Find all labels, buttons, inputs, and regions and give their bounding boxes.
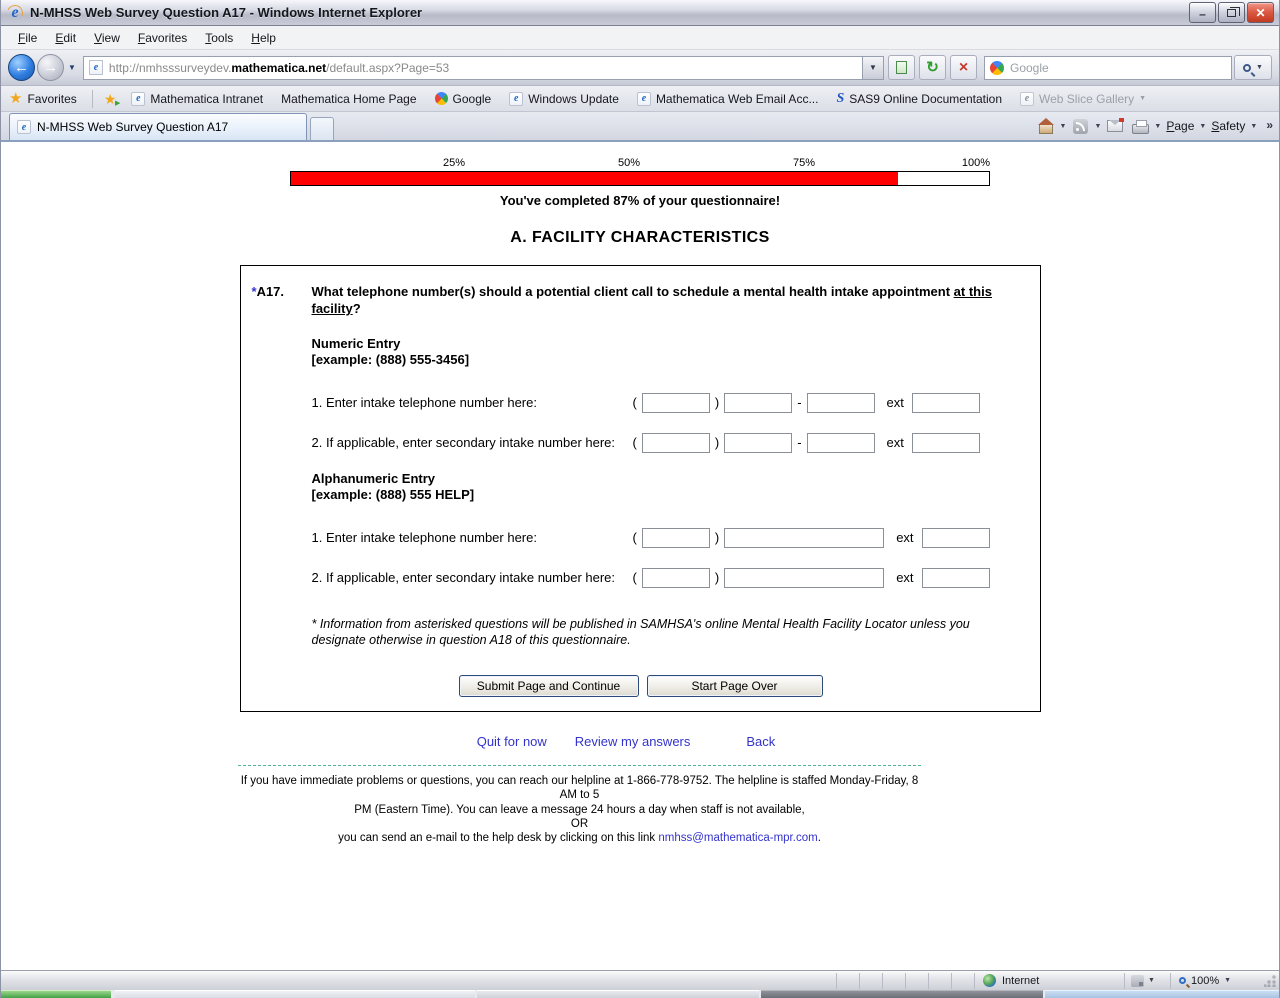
page-content xyxy=(1,142,1279,970)
ext-label: ext xyxy=(896,570,914,586)
protected-mode-panel[interactable] xyxy=(1124,973,1170,989)
refresh-button[interactable] xyxy=(919,55,946,80)
google-logo-icon xyxy=(987,58,1007,78)
minimize-button[interactable] xyxy=(1189,2,1216,23)
restore-button[interactable] xyxy=(1218,2,1245,23)
question-text-main: What telephone number(s) should a potential client call to schedule a mental health intake appointment xyxy=(311,284,954,299)
tab-title: N-MHSS Web Survey Question A17 xyxy=(37,120,229,134)
favorite-google[interactable] xyxy=(435,92,492,106)
menu-help[interactable]: Help xyxy=(251,30,276,45)
sas-favicon-icon xyxy=(836,91,844,107)
close-paren: ) xyxy=(714,570,720,586)
progress-message: You've completed 87% of your questionnaire! xyxy=(499,193,781,208)
menu-favorites[interactable]: Favorites xyxy=(137,30,188,45)
zoom-magnifier-icon xyxy=(1179,977,1186,984)
progress-tick-labels xyxy=(290,157,990,169)
question-row xyxy=(252,284,1030,318)
resize-grip[interactable] xyxy=(1264,975,1276,987)
url-prefix: http://nmhsssurveydev. xyxy=(108,60,232,75)
help-footer xyxy=(238,765,921,846)
help-desk-email-link[interactable]: nmhss@mathematica-mpr.com xyxy=(658,832,818,845)
title-bar xyxy=(1,0,1279,26)
helpline-email-line xyxy=(238,831,921,845)
forward-arrow-icon: → xyxy=(43,59,58,76)
close-paren: ) xyxy=(714,530,720,546)
favorite-mathematica-home-page[interactable] xyxy=(281,92,416,106)
favorite-label: Web Slice Gallery xyxy=(1039,91,1135,106)
open-paren: ( xyxy=(632,395,637,411)
print-dropdown-icon[interactable]: ▼ xyxy=(1154,122,1162,130)
numeric1-extension-input[interactable] xyxy=(912,393,980,413)
ext-label: ext xyxy=(896,530,914,546)
add-favorite-icon[interactable] xyxy=(104,92,117,106)
ie-favicon-icon xyxy=(131,92,145,106)
close-icon: ✕ xyxy=(1255,5,1266,20)
numeric-entry-row-1 xyxy=(312,393,1030,413)
dash: - xyxy=(797,435,802,451)
alpha1-number-input[interactable] xyxy=(724,528,884,548)
security-zone-label: Internet xyxy=(1002,974,1040,987)
open-paren: ( xyxy=(632,530,637,546)
alpha-entry-row-1 xyxy=(312,528,1030,548)
favorite-mathematica-web-email[interactable] xyxy=(637,92,819,106)
history-dropdown-icon[interactable]: ▼ xyxy=(68,63,76,72)
alpha-row2-label: 2. If applicable, enter secondary intake number here: xyxy=(311,570,616,586)
question-box xyxy=(240,265,1041,712)
favorite-label: Windows Update xyxy=(528,91,619,106)
taskbar-button-edge[interactable] xyxy=(115,990,475,998)
safety-dropdown-icon[interactable]: ▼ xyxy=(1250,122,1258,130)
alpha-row1-label: 1. Enter intake telephone number here: xyxy=(311,530,537,546)
taskbar-button-edge[interactable] xyxy=(1045,990,1279,998)
numeric2-area-code-input[interactable] xyxy=(642,433,710,453)
toolbar-overflow-button[interactable]: » xyxy=(1266,118,1273,132)
helpline-or: OR xyxy=(570,817,589,830)
search-dropdown-icon[interactable]: ▼ xyxy=(1256,64,1263,71)
favorite-label: Mathematica Home Page xyxy=(281,91,417,106)
alpha2-number-input[interactable] xyxy=(724,568,884,588)
mail-icon xyxy=(1107,120,1123,132)
numeric1-line-input[interactable] xyxy=(807,393,875,413)
tab-favicon-icon xyxy=(17,120,31,134)
favorites-star-icon xyxy=(9,91,22,106)
numeric2-line-input[interactable] xyxy=(807,433,875,453)
favorite-sas9-online-documentation[interactable] xyxy=(836,91,1002,107)
question-text xyxy=(312,284,1012,318)
back-arrow-icon: ← xyxy=(14,59,29,76)
close-paren: ) xyxy=(714,395,720,411)
url-domain: mathematica.net xyxy=(231,60,327,75)
address-dropdown-button[interactable]: ▼ xyxy=(862,57,883,79)
favorite-label: Google xyxy=(452,91,492,106)
home-icon xyxy=(1039,124,1053,134)
navigation-bar xyxy=(1,50,1279,86)
ie-favicon-gray-icon xyxy=(1020,92,1034,106)
review-my-answers-link[interactable]: Review my answers xyxy=(574,733,691,749)
numeric1-prefix-input[interactable] xyxy=(724,393,792,413)
print-button[interactable] xyxy=(1129,116,1151,136)
taskbar-button-active-edge[interactable] xyxy=(761,990,1043,998)
compatibility-view-icon xyxy=(896,61,907,74)
submit-page-button[interactable]: Submit Page and Continue xyxy=(459,675,639,697)
status-cell xyxy=(928,973,951,989)
required-asterisk: * xyxy=(251,284,257,299)
form-buttons xyxy=(252,675,1030,697)
address-bar[interactable] xyxy=(83,56,884,80)
search-input[interactable] xyxy=(1010,61,1231,75)
close-button[interactable] xyxy=(1247,2,1274,23)
forward-button[interactable] xyxy=(37,54,64,81)
helpline-text-line2: PM (Eastern Time). You can leave a message 24 hours a day when staff is not available, xyxy=(354,803,805,816)
progress-tick-75: 75% xyxy=(792,157,815,169)
home-dropdown-icon[interactable]: ▼ xyxy=(1059,122,1067,130)
chevron-down-icon[interactable]: ▼ xyxy=(1139,95,1147,102)
new-tab-button[interactable] xyxy=(310,117,334,140)
protected-mode-dropdown-icon[interactable]: ▼ xyxy=(1148,977,1155,984)
ext-label: ext xyxy=(886,435,904,451)
progress-tick-100: 100% xyxy=(961,157,990,169)
favorite-web-slice-gallery[interactable] xyxy=(1020,92,1146,106)
favorite-mathematica-intranet[interactable] xyxy=(131,92,263,106)
numeric-row2-label: 2. If applicable, enter secondary intake number here: xyxy=(311,435,616,451)
progress-fill xyxy=(291,172,898,185)
page-menu-button[interactable]: Page xyxy=(1166,119,1195,133)
menu-tools[interactable]: Tools xyxy=(205,30,234,45)
favorites-button[interactable] xyxy=(9,91,87,106)
menu-view[interactable]: View xyxy=(94,30,120,45)
favorite-label: Mathematica Intranet xyxy=(150,91,264,106)
ext-label: ext xyxy=(886,395,904,411)
security-zone-panel xyxy=(974,973,1124,989)
search-box[interactable] xyxy=(984,56,1232,80)
compatibility-view-button[interactable] xyxy=(888,55,915,80)
dash: - xyxy=(797,395,802,411)
tab-nmhss-survey[interactable] xyxy=(9,113,307,140)
email-line-period: . xyxy=(817,832,821,845)
open-paren: ( xyxy=(632,435,637,451)
favorites-bar xyxy=(1,86,1279,112)
google-favicon-icon xyxy=(432,89,450,107)
status-cell xyxy=(859,973,882,989)
feeds-dropdown-icon[interactable]: ▼ xyxy=(1094,122,1102,130)
status-cell xyxy=(951,973,974,989)
numeric1-area-code-input[interactable] xyxy=(642,393,710,413)
question-number xyxy=(252,284,312,318)
favorite-windows-update[interactable] xyxy=(509,92,619,106)
zoom-dropdown-icon[interactable]: ▼ xyxy=(1224,977,1232,984)
start-button-edge[interactable] xyxy=(1,990,111,998)
ie-favicon-icon xyxy=(637,92,651,106)
favorite-label: SAS9 Online Documentation xyxy=(849,91,1003,106)
status-cell xyxy=(882,973,905,989)
tab-bar xyxy=(1,112,1279,142)
quit-for-now-link[interactable]: Quit for now xyxy=(476,733,547,749)
ie-favicon-icon xyxy=(509,92,523,106)
menu-edit[interactable]: Edit xyxy=(55,30,77,45)
helpline-text-line1: If you have immediate problems or questions, you can reach our helpline at 1-866-778-9752. The helpline is staffed Monday-Friday, 8 AM to 5 xyxy=(240,774,919,802)
alpha1-area-code-input[interactable] xyxy=(642,528,710,548)
refresh-icon xyxy=(926,60,939,75)
protected-mode-icon xyxy=(1131,975,1144,987)
status-bar xyxy=(1,970,1279,990)
question-id: A17. xyxy=(256,284,285,299)
back-link[interactable]: Back xyxy=(746,733,776,749)
windows-taskbar-sliver xyxy=(1,990,1279,998)
progress-tick-25: 25% xyxy=(442,157,465,169)
read-mail-button[interactable] xyxy=(1104,116,1126,136)
stop-icon xyxy=(959,60,968,76)
numeric-row1-label: 1. Enter intake telephone number here: xyxy=(311,395,537,411)
rss-feed-icon xyxy=(1073,119,1088,134)
printer-icon xyxy=(1132,124,1149,134)
alpha-entry-row-2 xyxy=(312,568,1030,588)
question-text-underlined: at this facility xyxy=(311,284,992,316)
restore-icon xyxy=(1227,9,1236,17)
alpha1-extension-input[interactable] xyxy=(922,528,990,548)
home-button[interactable] xyxy=(1035,116,1057,136)
start-page-over-button[interactable]: Start Page Over xyxy=(647,675,823,697)
numeric-entry-example: [example: (888) 555-3456] xyxy=(311,351,470,367)
page-favicon-icon xyxy=(89,60,103,75)
numeric-entry-heading: Numeric Entry xyxy=(311,335,401,351)
progress-tick-50: 50% xyxy=(617,157,640,169)
divider xyxy=(92,90,93,108)
alphanumeric-entry-example: [example: (888) 555 HELP] xyxy=(311,486,475,502)
asterisk-footnote: * Information from asterisked questions will be published in SAMHSA's online Mental Health Facility Locator unless you designate otherwise in question A18 of this questionnaire. xyxy=(311,616,970,648)
status-cell xyxy=(836,973,859,989)
status-cell xyxy=(905,973,928,989)
numeric2-extension-input[interactable] xyxy=(912,433,980,453)
minimize-icon: – xyxy=(1199,7,1206,21)
question-text-suffix: ? xyxy=(352,300,361,316)
menu-bar xyxy=(1,26,1279,50)
back-button[interactable] xyxy=(8,54,35,81)
ie-logo-icon xyxy=(6,4,24,22)
zoom-panel[interactable] xyxy=(1170,973,1258,989)
safety-menu-button[interactable]: Safety xyxy=(1211,119,1246,133)
page-dropdown-icon[interactable]: ▼ xyxy=(1199,122,1207,130)
open-paren: ( xyxy=(632,570,637,586)
zoom-level: 100% xyxy=(1191,974,1220,987)
alpha2-extension-input[interactable] xyxy=(922,568,990,588)
favorites-label: Favorites xyxy=(27,91,77,106)
alpha2-area-code-input[interactable] xyxy=(642,568,710,588)
search-magnifier-icon xyxy=(1243,64,1251,72)
section-title: A. FACILITY CHARACTERISTICS xyxy=(510,229,770,246)
survey-nav-links xyxy=(1,734,1265,749)
numeric2-prefix-input[interactable] xyxy=(724,433,792,453)
numeric-entry-row-2 xyxy=(312,433,1030,453)
window-title: N-MHSS Web Survey Question A17 - Windows Internet Explorer xyxy=(30,5,423,20)
dashed-divider xyxy=(238,765,921,766)
favorite-label: Mathematica Web Email Acc... xyxy=(655,91,819,106)
internet-globe-icon xyxy=(983,974,996,987)
progress-section xyxy=(290,142,990,208)
search-go-button[interactable] xyxy=(1234,55,1272,80)
url-text[interactable] xyxy=(109,61,862,75)
command-bar xyxy=(1035,116,1275,140)
url-suffix: /default.aspx?Page=53 xyxy=(326,60,450,75)
close-paren: ) xyxy=(714,435,720,451)
feeds-button[interactable] xyxy=(1069,116,1091,136)
menu-file[interactable]: File xyxy=(18,30,38,45)
progress-bar xyxy=(290,171,990,186)
alphanumeric-entry-heading: Alphanumeric Entry xyxy=(311,470,436,486)
email-line-text: you can send an e-mail to the help desk by clicking on this link xyxy=(338,832,659,845)
taskbar-button-edge[interactable] xyxy=(477,990,759,998)
stop-button[interactable] xyxy=(950,55,977,80)
